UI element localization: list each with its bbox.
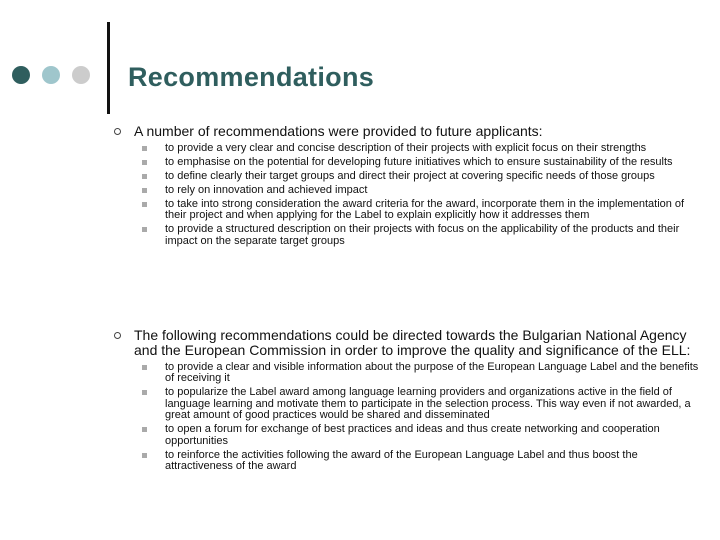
square-bullet-icon bbox=[142, 365, 147, 370]
square-bullet-icon bbox=[142, 453, 147, 458]
sub-bullet-list bbox=[114, 362, 704, 472]
list-item-text: to emphasise on the potential for developing future initiatives which to ensure sustainability of the results bbox=[165, 156, 673, 168]
list-item-text: to popularize the Label award among language learning providers and organizations active in the field of language learning and motivate them to participate in the selection process. This way even if not awarded, a great amount of good practices would be shared and disseminated bbox=[165, 386, 691, 422]
square-bullet-icon bbox=[142, 390, 147, 395]
list-item-text: to provide a very clear and concise description of their projects with explicit focus on their strengths bbox=[165, 142, 647, 154]
sub-bullet-list bbox=[114, 143, 704, 247]
square-bullet-icon bbox=[142, 174, 147, 179]
ring-bullet-icon bbox=[114, 128, 121, 135]
list-item bbox=[114, 450, 704, 473]
square-bullet-icon bbox=[142, 160, 147, 165]
list-item bbox=[114, 171, 704, 182]
section-text: A number of recommendations were provided to future applicants: bbox=[134, 123, 543, 139]
square-bullet-icon bbox=[142, 188, 147, 193]
list-item bbox=[114, 387, 704, 421]
list-item-text: to provide a structured description on their projects with focus on the applicability of the products and their impact on the separate target groups bbox=[165, 223, 680, 247]
list-item bbox=[114, 185, 704, 196]
section-text: The following recommendations could be directed towards the Bulgarian National Agency and the European Commission in order to improve the quality and significance of the ELL: bbox=[134, 327, 691, 358]
list-item-text: to open a forum for exchange of best practices and ideas and thus create networking and cooperation opportunities bbox=[165, 423, 660, 447]
list-item-text: to reinforce the activities following the award of the European Language Label and thus boost the attractiveness of the award bbox=[165, 448, 638, 473]
list-item bbox=[114, 157, 704, 168]
list-item-text: to provide a clear and visible information about the purpose of the European Language Label and the benefits of receiving it bbox=[165, 361, 699, 385]
light-dot-icon bbox=[42, 66, 60, 84]
list-item bbox=[114, 424, 704, 447]
square-bullet-icon bbox=[142, 202, 147, 207]
ring-bullet-icon bbox=[114, 332, 121, 339]
section-applicants bbox=[114, 124, 704, 250]
list-item-text: to define clearly their target groups and direct their project at covering specific needs of those groups bbox=[165, 170, 655, 182]
title-divider bbox=[107, 22, 110, 114]
square-bullet-icon bbox=[142, 146, 147, 151]
square-bullet-icon bbox=[142, 227, 147, 232]
bullet-level1 bbox=[114, 328, 704, 358]
list-item-text: to take into strong consideration the award criteria for the award, incorporate them in the implementation of their project and when applying for the Label to explain explicitly how it addresses them bbox=[165, 198, 685, 222]
bullet-level1 bbox=[114, 124, 704, 139]
list-item bbox=[114, 224, 704, 247]
slide-title: Recommendations bbox=[128, 62, 375, 92]
list-item bbox=[114, 199, 704, 222]
section-agency bbox=[114, 328, 704, 475]
square-bullet-icon bbox=[142, 427, 147, 432]
list-item bbox=[114, 362, 704, 385]
list-item bbox=[114, 143, 704, 154]
dark-dot-icon bbox=[12, 66, 30, 84]
list-item-text: to rely on innovation and achieved impact bbox=[165, 184, 368, 196]
grey-dot-icon bbox=[72, 66, 90, 84]
